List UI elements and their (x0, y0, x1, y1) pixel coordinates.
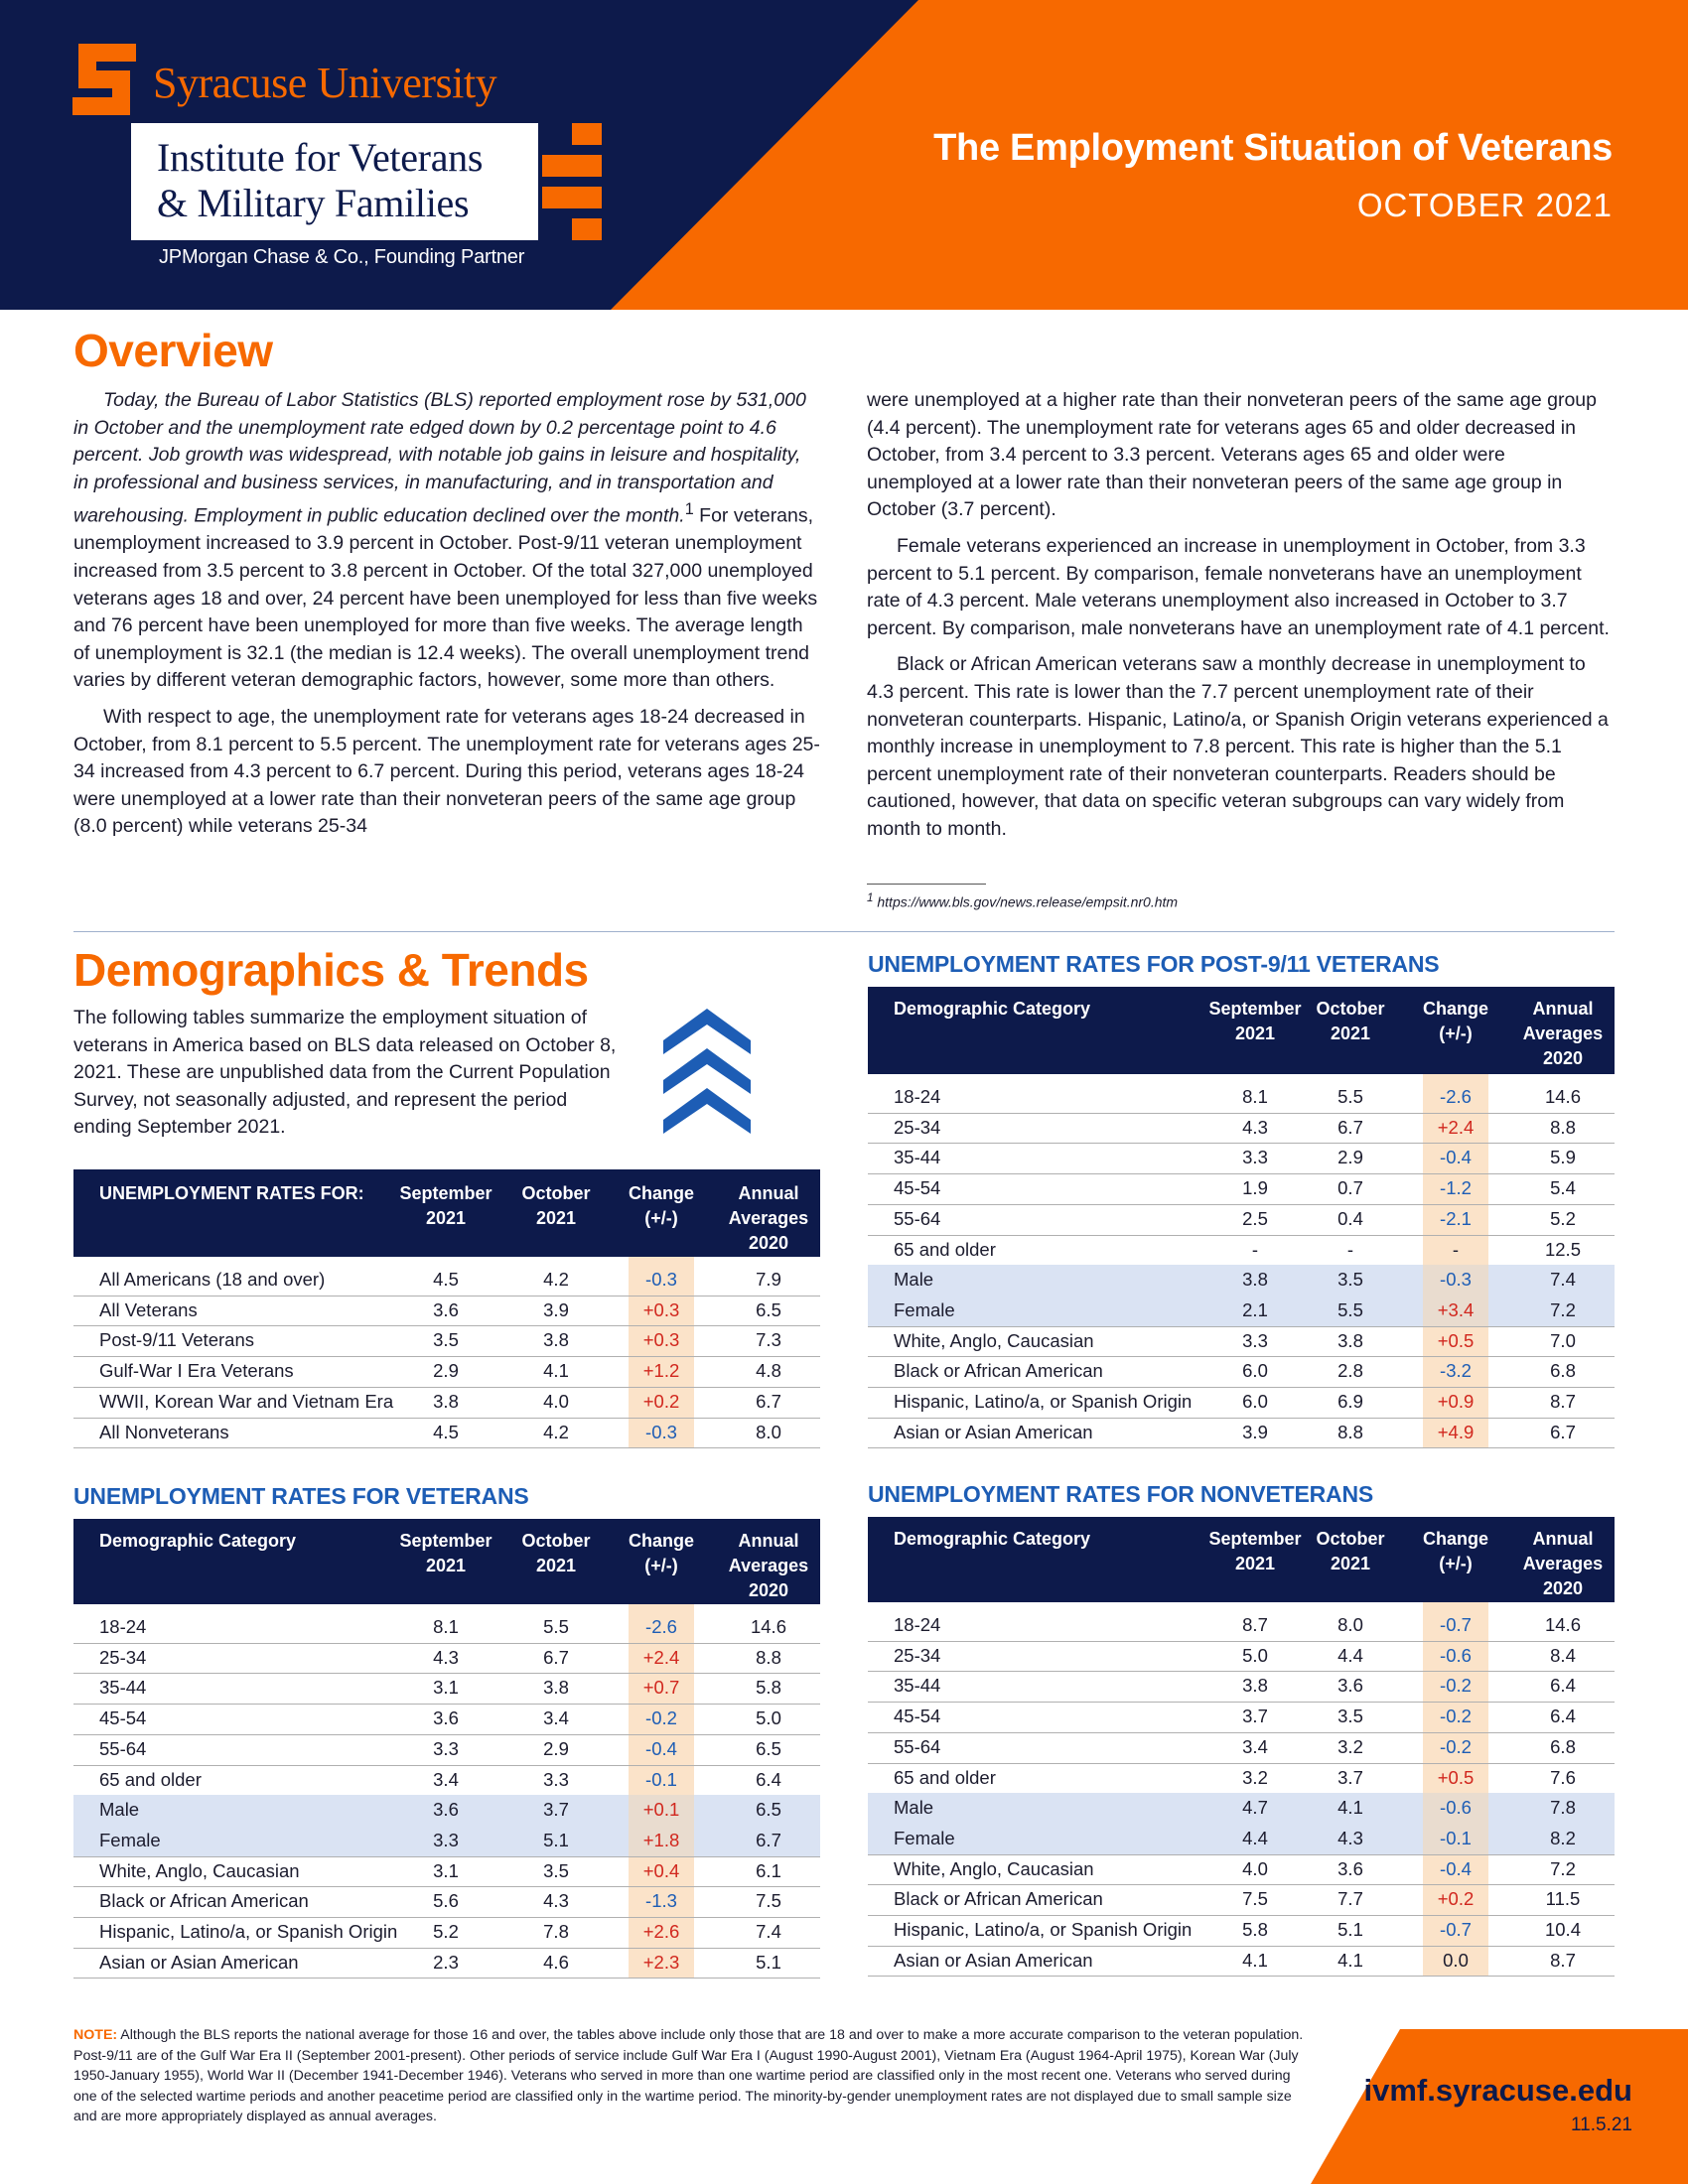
table-cell: 4.0 (543, 1390, 569, 1412)
table-cell: 5.5 (1337, 1298, 1363, 1320)
row-label: 35-44 (99, 1677, 147, 1699)
footer-note (73, 2025, 1305, 2127)
table-cell: 3.3 (1242, 1147, 1268, 1168)
table-cell: - (1452, 1238, 1460, 1260)
table-cell: 8.0 (1337, 1614, 1363, 1635)
table-cell: -1.2 (1440, 1177, 1472, 1199)
table-cell: 7.8 (1550, 1797, 1576, 1819)
table-cell: 0.4 (1337, 1207, 1363, 1229)
table-cell: 3.8 (433, 1390, 459, 1412)
overview-paragraph-1 (73, 387, 820, 695)
table-cell: 3.6 (1337, 1857, 1363, 1879)
table-cell: 5.1 (756, 1951, 781, 1973)
nonveterans-table (868, 1517, 1615, 1979)
overview-paragraph-2: With respect to age, the unemployment rate for veterans ages 18-24 decreased in October, from 8.1 percent to 5.5 percent. The unemployment rate for veterans ages 25-34 increased from 4.3 percent to 6.7 percent. During this period, veterans ages 18-24 were unemployed at a lower rate than their nonveteran peers of the same age group (8.0 percent) while veterans 25-34 (73, 706, 820, 838)
row-label: 18-24 (99, 1616, 147, 1637)
table-cell: +0.2 (642, 1390, 680, 1412)
row-label: All Nonveterans (99, 1421, 229, 1442)
table-cell: 3.3 (1242, 1329, 1268, 1351)
row-label: 65 and older (894, 1766, 996, 1788)
table-cell: +2.4 (642, 1646, 680, 1668)
row-label: 25-34 (894, 1116, 941, 1138)
table-cell: -0.6 (1440, 1797, 1472, 1819)
row-label: White, Anglo, Caucasian (894, 1329, 1094, 1351)
table-cell: 6.5 (756, 1298, 781, 1320)
table-cell: 7.4 (756, 1921, 781, 1942)
table-cell: 8.8 (756, 1646, 781, 1668)
row-label: Male (894, 1269, 934, 1291)
veterans-table (73, 1519, 820, 1981)
table-cell: 3.5 (1337, 1706, 1363, 1727)
table-cell: 5.2 (1550, 1207, 1576, 1229)
table-cell: 2.9 (433, 1360, 459, 1382)
table-cell: 4.1 (543, 1360, 569, 1382)
table-cell: 4.4 (1337, 1644, 1363, 1666)
column-header: October 2021 (1316, 1529, 1385, 1573)
column-header: Demographic Category (894, 999, 1091, 1019)
demographics-intro: The following tables summarize the employment situation of veterans in America based on BLS data released on October 8, 2021. These are unpublished data from the Current Population Survey, not seasonally adjusted, and represent the period ending September 2021. (73, 1007, 617, 1139)
table-cell: 5.9 (1550, 1147, 1576, 1168)
table-cell: +0.1 (642, 1799, 680, 1821)
table-cell: 6.0 (1242, 1391, 1268, 1412)
table-cell: 4.1 (1242, 1949, 1268, 1971)
table-cell: - (1251, 1238, 1259, 1260)
table-cell: -0.1 (645, 1768, 677, 1790)
table-cell: -0.4 (1440, 1147, 1472, 1168)
table-cell: 4.1 (1337, 1949, 1363, 1971)
footnote-marker: 1 (684, 500, 694, 519)
row-label: 55-64 (894, 1735, 941, 1757)
table-cell: 12.5 (1544, 1238, 1581, 1260)
note-label: NOTE: (73, 2027, 118, 2043)
footnote-number: 1 (867, 891, 874, 904)
table-cell: 2.9 (543, 1737, 569, 1759)
institute-line-2: & Military Families (157, 181, 470, 225)
table-cell: -0.2 (645, 1707, 677, 1729)
table-cell: 1.9 (1242, 1177, 1268, 1199)
table-cell: 2.1 (1242, 1298, 1268, 1320)
row-divider (868, 1976, 1615, 1977)
column-header: October 2021 (521, 1183, 591, 1228)
table-cell: 4.8 (756, 1360, 781, 1382)
table-cell: 6.7 (1337, 1116, 1363, 1138)
table-cell: +0.9 (1437, 1391, 1475, 1412)
row-label: Gulf-War I Era Veterans (99, 1360, 294, 1382)
stripe-mark-icon (542, 123, 602, 240)
column-header: Change (+/-) (628, 1183, 694, 1228)
table-cell: 4.3 (433, 1646, 459, 1668)
table-cell: 7.4 (1550, 1269, 1576, 1291)
footnote-rule (867, 884, 986, 885)
row-divider (73, 1447, 820, 1448)
table-cell: 6.5 (756, 1799, 781, 1821)
row-label: Asian or Asian American (894, 1421, 1093, 1442)
table-cell: 5.0 (756, 1707, 781, 1729)
table-cell: 3.5 (1337, 1269, 1363, 1291)
column-header: Change (+/-) (628, 1531, 694, 1575)
table-cell: +1.2 (642, 1360, 680, 1382)
table-cell: -0.2 (1440, 1735, 1472, 1757)
table-cell: 3.8 (543, 1677, 569, 1699)
row-label: 45-54 (894, 1177, 941, 1199)
table-cell: 3.6 (433, 1298, 459, 1320)
column-header: Demographic Category (99, 1531, 297, 1551)
table-cell: 3.8 (1242, 1269, 1268, 1291)
table-cell: 0.0 (1443, 1949, 1469, 1971)
table-cell: 3.6 (433, 1707, 459, 1729)
row-label: 25-34 (894, 1644, 941, 1666)
table-cell: 3.4 (433, 1768, 459, 1790)
table-cell: 5.2 (433, 1921, 459, 1942)
table-cell: 6.1 (756, 1859, 781, 1881)
university-name: Syracuse University (153, 59, 497, 107)
table-cell: 3.1 (433, 1677, 459, 1699)
table-cell: 5.8 (756, 1677, 781, 1699)
website-link[interactable]: ivmf.syracuse.edu (1363, 2073, 1632, 2108)
table-cell: 4.7 (1242, 1797, 1268, 1819)
table-cell: +3.4 (1437, 1298, 1475, 1320)
table-cell: +1.8 (642, 1829, 680, 1850)
row-divider (73, 1978, 820, 1979)
table-cell: 6.7 (756, 1829, 781, 1850)
table-cell: 7.5 (1242, 1888, 1268, 1910)
table-cell: 5.0 (1242, 1644, 1268, 1666)
table-cell: 8.2 (1550, 1827, 1576, 1848)
report-date: OCTOBER 2021 (1356, 187, 1613, 223)
table-cell: 7.2 (1550, 1298, 1576, 1320)
row-label: 18-24 (894, 1086, 941, 1107)
institute-name-box (131, 123, 538, 240)
table-cell: 3.3 (433, 1829, 459, 1850)
table-cell: 2.8 (1337, 1360, 1363, 1382)
table-cell: 0.7 (1337, 1177, 1363, 1199)
row-label: Female (894, 1298, 955, 1320)
table-cell: 14.6 (750, 1616, 786, 1637)
table-cell: 3.9 (543, 1298, 569, 1320)
table-cell: 4.2 (543, 1269, 569, 1290)
table-cell: 3.4 (543, 1707, 569, 1729)
table-cell: +0.5 (1437, 1766, 1475, 1788)
chevron-up-stack-icon (663, 1009, 751, 1136)
table-cell: 6.7 (543, 1646, 569, 1668)
table-cell: 4.4 (1242, 1827, 1268, 1848)
table-cell: +2.3 (642, 1951, 680, 1973)
row-label: Hispanic, Latino/a, or Spanish Origin (99, 1921, 398, 1942)
table-cell: 5.1 (543, 1829, 569, 1850)
column-header: Demographic Category (894, 1529, 1091, 1549)
table-cell: 3.6 (433, 1799, 459, 1821)
footnote (867, 891, 1178, 910)
table-cell: +0.3 (642, 1329, 680, 1351)
row-label: 25-34 (99, 1646, 147, 1668)
table-cell: +2.4 (1437, 1116, 1475, 1138)
table-cell: -2.6 (1440, 1086, 1472, 1107)
header-banner (0, 0, 1688, 310)
row-label: Hispanic, Latino/a, or Spanish Origin (894, 1391, 1193, 1412)
table-cell: 7.8 (543, 1921, 569, 1942)
table-cell: 7.6 (1550, 1766, 1576, 1788)
overview-p1-italic: Today, the Bureau of Labor Statistics (BLS) reported employment rose by 531,000 in October and the unemployment rate edged down by 0.2 percentage point to 4.6 percent. Job growth was widespread, with notable job gains in leisure and hospitality, in professional and business services, in manufacturing, and in transportation and warehousing. Employment in public education declined over the month. (73, 389, 806, 527)
table-cell: -0.3 (645, 1421, 677, 1442)
table-cell: +0.3 (642, 1298, 680, 1320)
demographics-heading: Demographics & Trends (73, 944, 589, 996)
row-label: 65 and older (894, 1238, 996, 1260)
overview-paragraph-3: Female veterans experienced an increase in unemployment in October, from 3.3 percent to 5.1 percent. By comparison, female nonveterans have an unemployment rate of 4.3 percent. Male veterans unemployment also increased in October to 3.7 percent. By comparison, male nonveterans have an unemployment rate of 4.1 percent. (867, 534, 1610, 639)
institute-line-1: Institute for Veterans (157, 135, 484, 180)
footnote-link[interactable]: https://www.bls.gov/news.release/empsit.nr0.htm (877, 893, 1179, 910)
table-cell: 4.1 (1337, 1797, 1363, 1819)
table-cell: -0.6 (1440, 1644, 1472, 1666)
table-cell: 5.5 (543, 1616, 569, 1637)
row-label: All Americans (18 and over) (99, 1269, 326, 1290)
table-cell: 3.9 (1242, 1421, 1268, 1442)
table-cell: 8.7 (1550, 1949, 1576, 1971)
table-cell: 6.5 (756, 1737, 781, 1759)
column-header: Annual Averages 2020 (728, 1531, 809, 1600)
post911-table-title: UNEMPLOYMENT RATES FOR POST-9/11 VETERANS (868, 951, 1440, 977)
table-cell: 8.1 (1242, 1086, 1268, 1107)
table-cell: 7.5 (756, 1890, 781, 1912)
table-cell: 4.2 (543, 1421, 569, 1442)
table-cell: +0.2 (1437, 1888, 1475, 1910)
veterans-table-title: UNEMPLOYMENT RATES FOR VETERANS (73, 1483, 529, 1509)
table-cell: 8.0 (756, 1421, 781, 1442)
column-header: UNEMPLOYMENT RATES FOR: (99, 1183, 364, 1203)
overview-heading: Overview (73, 325, 273, 376)
table-cell: 4.3 (543, 1890, 569, 1912)
row-label: Black or African American (894, 1360, 1103, 1382)
table-cell: 6.9 (1337, 1391, 1363, 1412)
row-label: Female (894, 1827, 955, 1848)
table-cell: 14.6 (1544, 1614, 1581, 1635)
overview-paragraph-4: Black or African American veterans saw a monthly decrease in unemployment to 4.3 percent. This rate is lower than the 7.7 percent unemployment rate of their nonveteran counterparts. Hispanic, Latino/a, or Spanish Origin veterans experienced a monthly increase in unemployment to 7.8 percent. This rate is higher than the 5.1 percent unemployment rate of their nonveteran counterparts. Readers should be cautioned, however, that data on specific veteran subgroups can vary widely from month to month. (867, 653, 1609, 840)
table-cell: 6.8 (1550, 1735, 1576, 1757)
table-cell: +2.6 (642, 1921, 680, 1942)
table-cell: 4.0 (1242, 1857, 1268, 1879)
column-header: Annual Averages 2020 (1522, 999, 1604, 1068)
column-header: October 2021 (1316, 999, 1385, 1043)
column-header: September 2021 (399, 1531, 492, 1575)
table-cell: -0.7 (1440, 1614, 1472, 1635)
overview-column-right (867, 387, 1614, 853)
table-cell: 3.3 (543, 1768, 569, 1790)
table-cell: 3.5 (433, 1329, 459, 1351)
row-label: Hispanic, Latino/a, or Spanish Origin (894, 1919, 1193, 1940)
row-label: Asian or Asian American (894, 1949, 1093, 1971)
row-label: All Veterans (99, 1298, 198, 1320)
row-label: WWII, Korean War and Vietnam Era (99, 1390, 394, 1412)
table-cell: 11.5 (1545, 1888, 1581, 1910)
row-label: Black or African American (99, 1890, 309, 1912)
column-header: Annual Averages 2020 (728, 1183, 809, 1253)
table-cell: 6.4 (756, 1768, 781, 1790)
row-label: White, Anglo, Caucasian (894, 1857, 1094, 1879)
row-label: 35-44 (894, 1147, 941, 1168)
column-header: October 2021 (521, 1531, 591, 1575)
column-header: September 2021 (1208, 1529, 1302, 1573)
row-label: 45-54 (894, 1706, 941, 1727)
table-cell: 7.2 (1550, 1857, 1576, 1879)
table-cell: 6.4 (1550, 1706, 1576, 1727)
table-cell: 2.3 (433, 1951, 459, 1973)
table-cell: -0.3 (1440, 1269, 1472, 1291)
column-header: Change (+/-) (1422, 1529, 1488, 1573)
table-cell: 3.2 (1242, 1766, 1268, 1788)
table-cell: 4.3 (1242, 1116, 1268, 1138)
table-cell: - (1346, 1238, 1354, 1260)
row-label: Asian or Asian American (99, 1951, 299, 1973)
table-cell: 10.4 (1544, 1919, 1581, 1940)
row-label: Male (99, 1799, 140, 1821)
table-cell: 5.5 (1337, 1086, 1363, 1107)
table-cell: -2.6 (645, 1616, 677, 1637)
post911-table (868, 987, 1615, 1451)
nonveterans-table-title: UNEMPLOYMENT RATES FOR NONVETERANS (868, 1481, 1374, 1507)
table-cell: -0.1 (1440, 1827, 1472, 1848)
row-label: 65 and older (99, 1768, 202, 1790)
table-cell: 3.3 (433, 1737, 459, 1759)
table-cell: 7.7 (1337, 1888, 1363, 1910)
table-cell: 8.7 (1242, 1614, 1268, 1635)
table-cell: 5.4 (1550, 1177, 1576, 1199)
table-cell: 6.4 (1550, 1675, 1576, 1697)
table-cell: -0.3 (645, 1269, 677, 1290)
table-cell: 4.5 (433, 1269, 459, 1290)
table-cell: 3.7 (543, 1799, 569, 1821)
table-cell: 7.3 (756, 1329, 781, 1351)
founding-partner: JPMorgan Chase & Co., Founding Partner (159, 246, 525, 268)
section-divider (73, 931, 1615, 932)
table-cell: 5.6 (433, 1890, 459, 1912)
table-cell: +0.5 (1437, 1329, 1475, 1351)
table-cell: 7.9 (756, 1269, 781, 1290)
table-cell: -0.4 (645, 1737, 677, 1759)
row-label: 55-64 (894, 1207, 941, 1229)
row-label: 55-64 (99, 1737, 147, 1759)
table-cell: -2.1 (1440, 1207, 1472, 1229)
table-cell: 4.6 (543, 1951, 569, 1973)
table-cell: 3.7 (1242, 1706, 1268, 1727)
table-cell: 4.3 (1337, 1827, 1363, 1848)
column-header: Annual Averages 2020 (1522, 1529, 1604, 1598)
table-cell: 8.1 (433, 1616, 459, 1637)
row-label: 45-54 (99, 1707, 147, 1729)
row-divider (868, 1447, 1615, 1448)
column-header: September 2021 (1208, 999, 1302, 1043)
syracuse-s-logo (72, 44, 136, 115)
table-cell: -0.2 (1440, 1675, 1472, 1697)
table-cell: 5.1 (1337, 1919, 1363, 1940)
summary-table (73, 1169, 820, 1451)
table-cell: 6.7 (756, 1390, 781, 1412)
table-cell: 5.8 (1242, 1919, 1268, 1940)
publication-date: 11.5.21 (1571, 2115, 1632, 2135)
column-header: Change (+/-) (1422, 999, 1488, 1043)
table-cell: 2.5 (1242, 1207, 1268, 1229)
table-cell: +0.7 (642, 1677, 680, 1699)
row-label: Post-9/11 Veterans (99, 1329, 254, 1351)
row-label: 35-44 (894, 1675, 941, 1697)
table-cell: 3.4 (1242, 1735, 1268, 1757)
table-cell: 7.0 (1550, 1329, 1576, 1351)
table-cell: 3.7 (1337, 1766, 1363, 1788)
overview-paragraph-2-cont: were unemployed at a higher rate than their nonveteran peers of the same age group (4.4 percent). The unemployment rate for veterans ages 65 and older decreased in October, from 3.4 percent to 3.3 percent. Veterans ages 65 and older were unemployed at a lower rate than their nonveteran peers of the same age group in October (3.7 percent). (867, 389, 1597, 521)
table-cell: 8.8 (1550, 1116, 1576, 1138)
note-text: Although the BLS reports the national average for those 16 and over, the tables above include only those that are 18 and over to make a more accurate comparison to the veteran population. Post-9/11 are of the Gulf War Era II (September 2001-present). Other periods of service include Gulf War Era I (August 1990-August 2001), Vietnam Era (August 1964-April 1975), Korean War (July 1950-January 1955), World War II (December 1941-December 1946). Veterans who served in more than one wartime period are classified only in the most recent one. Veterans who served during one of the selected wartime periods and another peacetime period are classified only in the wartime period. The minority-by-gender unemployment rates are not displayed due to small sample size and are more appropriately displayed as annual averages. (73, 2027, 1304, 2124)
table-cell: 6.8 (1550, 1360, 1576, 1382)
table-cell: 8.7 (1550, 1391, 1576, 1412)
row-label: Male (894, 1797, 934, 1819)
row-label: Black or African American (894, 1888, 1103, 1910)
table-cell: 3.1 (433, 1859, 459, 1881)
table-cell: +0.4 (642, 1859, 680, 1881)
table-cell: 2.9 (1337, 1147, 1363, 1168)
column-header: September 2021 (399, 1183, 492, 1228)
row-label: Female (99, 1829, 161, 1850)
row-label: 18-24 (894, 1614, 941, 1635)
table-cell: 3.5 (543, 1859, 569, 1881)
table-cell: 8.4 (1550, 1644, 1576, 1666)
table-cell: -1.3 (645, 1890, 677, 1912)
table-cell: 8.8 (1337, 1421, 1363, 1442)
table-cell: 4.5 (433, 1421, 459, 1442)
table-cell: -0.7 (1440, 1919, 1472, 1940)
table-cell: -3.2 (1440, 1360, 1472, 1382)
table-cell: 3.8 (543, 1329, 569, 1351)
table-cell: 3.8 (1242, 1675, 1268, 1697)
row-label: White, Anglo, Caucasian (99, 1859, 300, 1881)
report-title: The Employment Situation of Veterans (933, 127, 1613, 169)
table-cell: 3.6 (1337, 1675, 1363, 1697)
table-cell: 6.7 (1550, 1421, 1576, 1442)
table-cell: -0.4 (1440, 1857, 1472, 1879)
table-cell: 6.0 (1242, 1360, 1268, 1382)
table-cell: 3.2 (1337, 1735, 1363, 1757)
overview-column-left (73, 387, 820, 850)
table-cell: +4.9 (1437, 1421, 1475, 1442)
table-cell: 3.8 (1337, 1329, 1363, 1351)
table-cell: 14.6 (1544, 1086, 1581, 1107)
table-cell: -0.2 (1440, 1706, 1472, 1727)
overview-p1-rest: For veterans, unemployment increased to 3.9 percent in October. Post-9/11 veteran unemployment increased from 3.5 percent to 3.8 percent in October. Of the total 327,000 unemployed veterans ages 18 and over, 24 percent have been unemployed for less than five weeks and 76 percent have been unemployed for more than five weeks. The average length of unemployment is 32.1 (the median is 12.4 weeks). The overall unemployment trend varies by different veteran demographic factors, however, some more than others. (73, 504, 818, 692)
